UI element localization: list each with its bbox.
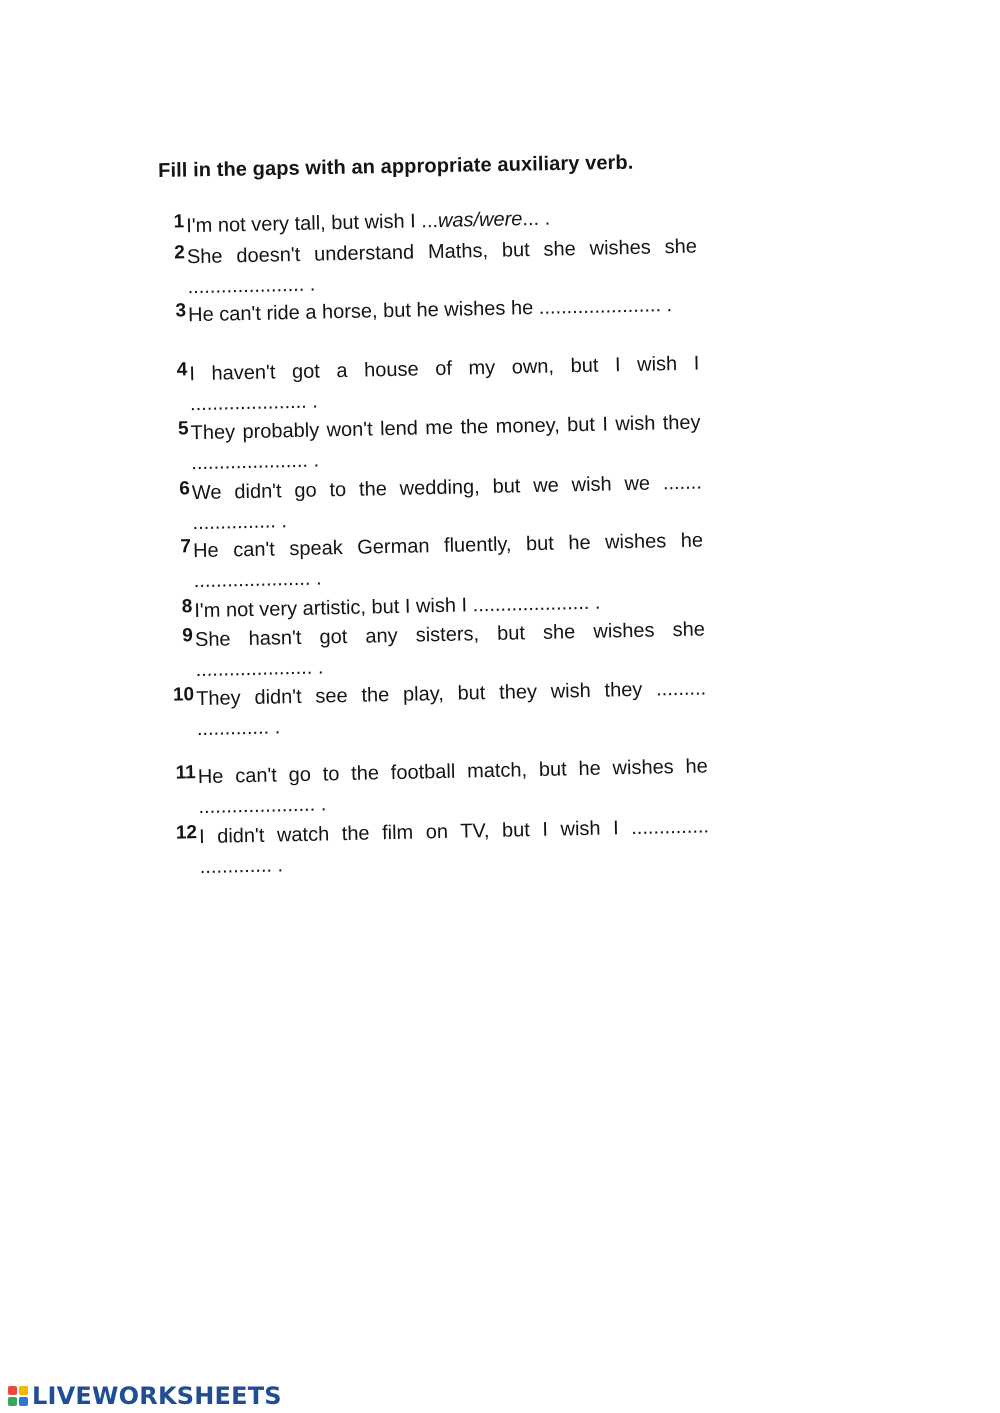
item-number: 7: [180, 536, 192, 558]
item-number: 4: [176, 359, 188, 381]
item-text: They didn't see the play, but they wish they ......... ............. .: [195, 677, 707, 741]
item-text: I didn't watch the film on TV, but I wish I .............. ............. .: [198, 815, 710, 879]
exercise-item-1: [150, 200, 710, 238]
item-text: He can't go to the football match, but he wishes he ..................... .: [197, 755, 708, 819]
item-text-after: ... .: [522, 207, 551, 231]
logo-square-3: [8, 1397, 17, 1406]
item-number: 3: [175, 300, 187, 322]
logo-square-2: [19, 1386, 28, 1395]
item-number: 12: [175, 822, 198, 844]
item-text: He can't speak German fluently, but he wishes he ..................... .: [192, 529, 704, 593]
exercise-item-4: [153, 348, 713, 416]
liveworksheets-footer[interactable]: [8, 1380, 282, 1412]
exercise-item-11: [162, 751, 722, 819]
item-number: 2: [174, 242, 186, 264]
item-number: 8: [181, 596, 193, 618]
logo-square-4: [19, 1397, 28, 1406]
item-number: 11: [175, 762, 196, 784]
item-text: He can't ride a horse, but he wishes he ...................... .: [187, 294, 673, 327]
logo-square-1: [8, 1386, 17, 1395]
item-text: I'm not very artistic, but I wish I ..................... .: [194, 591, 601, 623]
exercise-list: [150, 200, 710, 879]
item-text: She doesn't understand Maths, but she wishes she ..................... .: [186, 235, 698, 299]
item-text: I haven't got a house of my own, but I wish I ..................... .: [189, 352, 700, 416]
liveworksheets-logo-icon: [8, 1386, 28, 1406]
liveworksheets-logo-text: LIVEWORKSHEETS: [32, 1382, 282, 1410]
item-text: They probably won't lend me the money, but I wish they ..................... .: [190, 411, 701, 475]
item-number: 1: [173, 211, 185, 233]
item-number: 5: [177, 418, 189, 440]
item-number: 6: [179, 478, 191, 500]
item-number: 10: [172, 684, 195, 706]
item-text-before: I'm not very tall, but wish I ...: [186, 209, 439, 238]
item-number: 9: [182, 625, 194, 647]
example-answer: was/were: [437, 208, 523, 232]
item-text: We didn't go to the wedding, but we wish we ....... ............... .: [191, 471, 703, 535]
instruction-heading: Fill in the gaps with an appropriate auxiliary verb.: [158, 151, 634, 182]
item-text: She hasn't got any sisters, but she wishes she ..................... .: [194, 618, 706, 682]
